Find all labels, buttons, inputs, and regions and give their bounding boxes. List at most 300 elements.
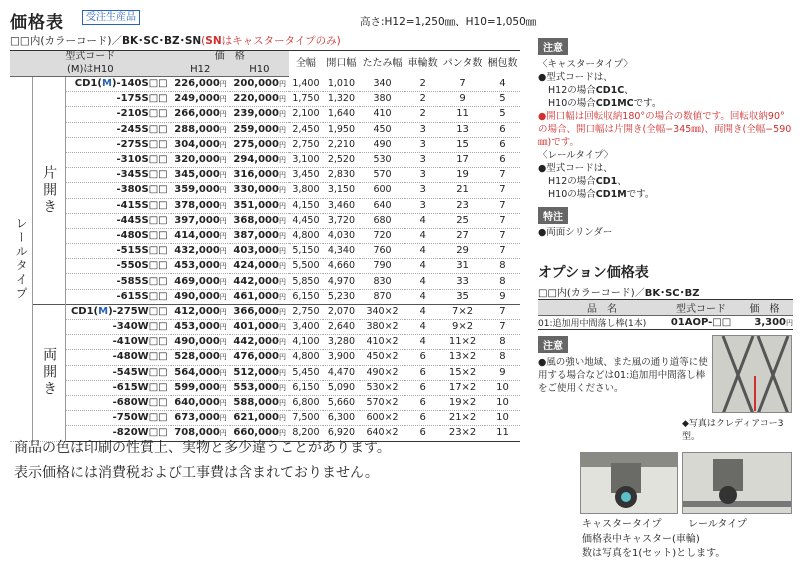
caster-type-label: 〈キャスタータイプ〉	[538, 59, 633, 70]
price-h12	[171, 122, 230, 137]
cell-fold: 380×2	[360, 320, 405, 335]
note-line: ●型式コードは、	[538, 72, 613, 83]
cell-width: 5,850	[289, 274, 323, 289]
cell-width: 3,800	[289, 183, 323, 198]
price-h12	[171, 228, 230, 243]
cell-width: 6,150	[289, 380, 323, 395]
cell-width: 5,450	[289, 365, 323, 380]
model-code	[66, 213, 171, 228]
model-suffix: -245S□□	[116, 123, 168, 135]
cell-wheels: 4	[405, 228, 440, 243]
cell-open: 4,470	[323, 365, 360, 380]
yen-unit: 円	[219, 414, 227, 423]
price-h12	[171, 289, 230, 304]
price-value: 476,000	[233, 351, 279, 363]
price-value: 469,000	[174, 275, 220, 287]
cell-panta: 33	[440, 274, 485, 289]
price-value: 442,000	[233, 275, 279, 287]
price-value: 275,000	[233, 138, 279, 150]
feature-heading: 特注	[538, 207, 568, 224]
model-suffix: -415S□□	[116, 199, 168, 211]
price-value: 708,000	[174, 427, 220, 439]
yen-unit: 円	[278, 414, 286, 423]
cell-width: 3,400	[289, 320, 323, 335]
group-rail-label: レールタイプ	[10, 77, 33, 442]
price-h10	[230, 152, 289, 167]
yen-unit: 円	[278, 307, 286, 316]
price-value: 490,000	[174, 336, 220, 348]
note-line: H12の場合CD1C、	[548, 85, 634, 96]
price-value: 316,000	[233, 169, 279, 181]
yen-unit: 円	[278, 368, 286, 377]
cell-fold: 450	[360, 122, 405, 137]
model-code	[66, 198, 171, 213]
yen-unit: 円	[278, 186, 286, 195]
cell-fold: 490×2	[360, 365, 405, 380]
model-m: M	[101, 78, 112, 90]
model-code	[66, 122, 171, 137]
price-value: 512,000	[233, 366, 279, 378]
cell-open: 4,340	[323, 244, 360, 259]
cell-width: 5,150	[289, 244, 323, 259]
yen-unit: 円	[219, 156, 227, 165]
cell-fold: 570	[360, 168, 405, 183]
header-open-width: 開口幅	[323, 51, 360, 77]
price-value: 553,000	[233, 381, 279, 393]
cell-wheels: 2	[405, 107, 440, 122]
option-section	[538, 262, 793, 330]
model-code	[66, 395, 171, 410]
model-suffix: -615W□□	[112, 381, 168, 393]
cell-fold: 410	[360, 107, 405, 122]
yen-unit: 円	[278, 125, 286, 134]
cell-width: 4,100	[289, 335, 323, 350]
model-code	[66, 350, 171, 365]
table-row	[10, 259, 520, 274]
model-suffix: -820W□□	[112, 427, 168, 439]
cell-panta: 7	[440, 77, 485, 92]
model-suffix: -480S□□	[116, 229, 168, 241]
caster-wheel-icon	[581, 453, 678, 514]
price-h10	[230, 244, 289, 259]
cell-wheels: 3	[405, 198, 440, 213]
option-price: 3,300円	[736, 316, 793, 330]
model-suffix: -515S□□	[116, 245, 168, 257]
cell-pack: 7	[485, 168, 520, 183]
caster-photo	[580, 452, 678, 514]
feature-text: ●両面シリンダー	[538, 227, 613, 238]
cell-panta: 23×2	[440, 426, 485, 441]
cell-fold: 380	[360, 92, 405, 107]
table-row	[10, 92, 520, 107]
model-suffix: -545W□□	[112, 366, 168, 378]
cell-open: 6,300	[323, 411, 360, 426]
cell-pack: 8	[485, 350, 520, 365]
cell-open: 3,900	[323, 350, 360, 365]
model-code	[66, 335, 171, 350]
cell-panta: 21	[440, 183, 485, 198]
yen-unit: 円	[219, 171, 227, 180]
cell-wheels: 3	[405, 122, 440, 137]
cell-width: 1,750	[289, 92, 323, 107]
yen-unit: 円	[278, 110, 286, 119]
yen-unit: 円	[278, 323, 286, 332]
price-value: 294,000	[233, 154, 279, 166]
cell-pack: 7	[485, 183, 520, 198]
table-row	[10, 137, 520, 152]
price-h12	[171, 365, 230, 380]
price-value: 673,000	[174, 412, 220, 424]
model-suffix: )-140S□□	[111, 78, 168, 90]
cell-wheels: 6	[405, 380, 440, 395]
cell-panta: 13×2	[440, 350, 485, 365]
cell-pack: 6	[485, 137, 520, 152]
cell-wheels: 4	[405, 213, 440, 228]
yen-unit: 円	[278, 338, 286, 347]
cell-wheels: 6	[405, 350, 440, 365]
cell-pack: 7	[485, 213, 520, 228]
photo-caption-2: 数は写真を1(セット)とします。	[582, 548, 726, 559]
footer-note-color: 商品の色は印刷の性質上、実物と多少違うことがあります。	[14, 440, 391, 456]
cell-pack: 10	[485, 380, 520, 395]
cell-fold: 340×2	[360, 304, 405, 319]
cell-pack: 8	[485, 274, 520, 289]
cell-width: 6,800	[289, 395, 323, 410]
yen-unit: 円	[219, 307, 227, 316]
cell-pack: 7	[485, 244, 520, 259]
price-h10	[230, 320, 289, 335]
price-h10	[230, 213, 289, 228]
cell-open: 2,830	[323, 168, 360, 183]
price-value: 599,000	[174, 381, 220, 393]
price-h10	[230, 77, 289, 92]
yen-unit: 円	[278, 277, 286, 286]
yen-unit: 円	[219, 262, 227, 271]
cell-wheels: 3	[405, 137, 440, 152]
option-caution-text: ●風の強い地域、また風の通り道等に使用する場合などは01:追加用中間落し棒をご使用ください。	[538, 357, 708, 394]
cell-fold: 790	[360, 259, 405, 274]
header-h10: H10	[230, 64, 289, 77]
price-h12	[171, 320, 230, 335]
header-fold-width: たたみ幅	[360, 51, 405, 77]
price-value: 564,000	[174, 366, 220, 378]
made-to-order-badge: 受注生産品	[82, 10, 140, 25]
price-value: 288,000	[174, 123, 220, 135]
cell-fold: 640×2	[360, 426, 405, 441]
caution-heading: 注意	[538, 38, 568, 55]
price-table	[10, 50, 520, 442]
cell-wheels: 4	[405, 320, 440, 335]
cell-open: 5,230	[323, 289, 360, 304]
table-row	[10, 274, 520, 289]
cell-width: 2,450	[289, 122, 323, 137]
option-caution-heading: 注意	[538, 336, 568, 353]
model-code	[66, 107, 171, 122]
gate-bar-photo	[712, 335, 792, 413]
cell-pack: 8	[485, 259, 520, 274]
model-code	[66, 152, 171, 167]
price-h10	[230, 183, 289, 198]
yen-unit: 円	[278, 247, 286, 256]
cell-panta: 27	[440, 228, 485, 243]
cell-fold: 600	[360, 183, 405, 198]
price-h12	[171, 92, 230, 107]
model-suffix: -345S□□	[116, 169, 168, 181]
cell-pack: 5	[485, 107, 520, 122]
cell-panta: 21×2	[440, 411, 485, 426]
table-row	[10, 213, 520, 228]
price-value: 226,000	[174, 78, 220, 90]
opening-width-note: ●開口幅は回転収納180°の場合の数値です。回転収納90°の場合、開口幅は片開き(全幅−345㎜)、両開き(全幅−590㎜)です。	[538, 111, 792, 148]
table-row	[10, 289, 520, 304]
cell-fold: 530	[360, 152, 405, 167]
cell-width: 8,200	[289, 426, 323, 441]
model-suffix: -175S□□	[116, 93, 168, 105]
price-h10	[230, 274, 289, 289]
price-value: 330,000	[233, 184, 279, 196]
cell-width: 6,150	[289, 289, 323, 304]
price-value: 304,000	[174, 138, 220, 150]
header-price: 価 格	[171, 51, 289, 64]
price-value: 366,000	[233, 305, 279, 317]
price-h12	[171, 259, 230, 274]
page-title: 価格表	[10, 13, 64, 33]
cell-pack: 10	[485, 411, 520, 426]
yen-unit: 円	[219, 201, 227, 210]
yen-unit: 円	[278, 262, 286, 271]
yen-unit: 円	[219, 323, 227, 332]
cell-wheels: 3	[405, 183, 440, 198]
cell-width: 4,800	[289, 350, 323, 365]
header-pantograph: パンタ数	[440, 51, 485, 77]
yen-unit: 円	[219, 429, 227, 438]
price-h10	[230, 259, 289, 274]
table-row	[10, 320, 520, 335]
yen-unit: 円	[278, 201, 286, 210]
yen-unit: 円	[278, 231, 286, 240]
model-suffix: -340W□□	[112, 321, 168, 333]
cell-wheels: 4	[405, 274, 440, 289]
yen-unit: 円	[278, 216, 286, 225]
cell-wheels: 3	[405, 152, 440, 167]
model-suffix: -550S□□	[116, 260, 168, 272]
cell-fold: 570×2	[360, 395, 405, 410]
rail-photo-label: レールタイプ	[688, 519, 747, 530]
table-row	[10, 122, 520, 137]
cell-pack: 7	[485, 304, 520, 319]
model-prefix: CD1(	[70, 305, 99, 317]
yen-unit: 円	[219, 216, 227, 225]
table-row	[10, 304, 520, 319]
price-value: 249,000	[174, 93, 220, 105]
price-value: 403,000	[233, 245, 279, 257]
option-header-price: 価 格	[736, 300, 793, 316]
yen-unit: 円	[219, 399, 227, 408]
model-suffix: -680W□□	[112, 397, 168, 409]
color-code-line: □□内(カラーコード)／BK･SC･BZ･SN(SNはキャスタータイプのみ)	[10, 35, 341, 47]
price-value: 453,000	[174, 260, 220, 272]
cell-wheels: 4	[405, 289, 440, 304]
cell-pack: 8	[485, 335, 520, 350]
cell-wheels: 6	[405, 426, 440, 441]
model-code	[66, 320, 171, 335]
cell-fold: 870	[360, 289, 405, 304]
table-row	[10, 365, 520, 380]
yen-unit: 円	[278, 399, 286, 408]
yen-unit: 円	[219, 292, 227, 301]
price-h12	[171, 213, 230, 228]
cell-fold: 680	[360, 213, 405, 228]
model-code	[66, 137, 171, 152]
price-h12	[171, 198, 230, 213]
cell-open: 5,090	[323, 380, 360, 395]
header-wheels: 車輪数	[405, 51, 440, 77]
option-table	[538, 300, 793, 330]
model-suffix: -615S□□	[116, 290, 168, 302]
price-value: 588,000	[233, 397, 279, 409]
price-value: 351,000	[233, 199, 279, 211]
yen-unit: 円	[278, 429, 286, 438]
cell-pack: 4	[485, 77, 520, 92]
model-suffix: -210S□□	[116, 108, 168, 120]
model-suffix: -750W□□	[112, 412, 168, 424]
cell-fold: 600×2	[360, 411, 405, 426]
yen-unit: 円	[219, 186, 227, 195]
header-model: 型式コード	[10, 51, 171, 64]
model-suffix: -275S□□	[116, 138, 168, 150]
group-double-label: 両開き	[33, 304, 66, 441]
table-row	[10, 228, 520, 243]
yen-unit: 円	[278, 171, 286, 180]
cell-pack: 5	[485, 92, 520, 107]
cell-fold: 760	[360, 244, 405, 259]
price-value: 378,000	[174, 199, 220, 211]
cell-panta: 9	[440, 92, 485, 107]
table-row	[10, 335, 520, 350]
yen-unit: 円	[219, 277, 227, 286]
table-row	[10, 183, 520, 198]
option-name: 01:追加用中間落し棒(1本)	[538, 316, 666, 330]
option-photo-caption: ◆写真はクレディアコー3型。	[682, 419, 784, 442]
price-h12	[171, 183, 230, 198]
yen-unit: 円	[278, 80, 286, 89]
price-h12	[171, 380, 230, 395]
cell-pack: 6	[485, 122, 520, 137]
model-suffix: -410W□□	[112, 336, 168, 348]
price-value: 239,000	[233, 108, 279, 120]
cell-wheels: 4	[405, 335, 440, 350]
yen-unit: 円	[278, 156, 286, 165]
price-h12	[171, 77, 230, 92]
cell-open: 1,950	[323, 122, 360, 137]
price-h10	[230, 350, 289, 365]
cell-wheels: 6	[405, 395, 440, 410]
price-value: 660,000	[233, 427, 279, 439]
price-value: 461,000	[233, 290, 279, 302]
price-h12	[171, 244, 230, 259]
gate-photo-icon	[713, 336, 792, 413]
cell-panta: 11×2	[440, 335, 485, 350]
price-value: 414,000	[174, 229, 220, 241]
price-value: 412,000	[174, 305, 220, 317]
cell-panta: 17	[440, 152, 485, 167]
yen-unit: 円	[219, 231, 227, 240]
table-row	[10, 350, 520, 365]
price-value: 320,000	[174, 154, 220, 166]
model-code	[66, 304, 171, 319]
cell-width: 1,400	[289, 77, 323, 92]
yen-unit: 円	[219, 247, 227, 256]
option-caution	[538, 334, 710, 395]
height-note: 高さ:H12=1,250㎜、H10=1,050㎜	[360, 16, 537, 28]
yen-unit: 円	[219, 338, 227, 347]
model-suffix: -480W□□	[112, 351, 168, 363]
cell-wheels: 3	[405, 168, 440, 183]
rail-photo	[682, 452, 792, 514]
model-code	[66, 365, 171, 380]
cell-width: 3,100	[289, 152, 323, 167]
model-code	[66, 244, 171, 259]
price-h12	[171, 152, 230, 167]
cell-fold: 410×2	[360, 335, 405, 350]
cell-width: 5,500	[289, 259, 323, 274]
option-header-name: 品 名	[538, 300, 666, 316]
price-value: 453,000	[174, 321, 220, 333]
cell-open: 4,030	[323, 228, 360, 243]
photo-caption-1: 価格表中キャスター(車輪)	[582, 534, 700, 545]
cell-fold: 450×2	[360, 350, 405, 365]
price-h12	[171, 137, 230, 152]
cell-panta: 17×2	[440, 380, 485, 395]
table-row	[10, 107, 520, 122]
price-value: 401,000	[233, 321, 279, 333]
price-value: 387,000	[233, 229, 279, 241]
caster-photo-label: キャスタータイプ	[582, 519, 662, 530]
cell-panta: 13	[440, 122, 485, 137]
model-code	[66, 380, 171, 395]
yen-unit: 円	[219, 80, 227, 89]
cell-panta: 35	[440, 289, 485, 304]
price-value: 259,000	[233, 123, 279, 135]
cell-panta: 11	[440, 107, 485, 122]
cell-panta: 7×2	[440, 304, 485, 319]
table-row	[10, 395, 520, 410]
option-cc-line: □□内(カラーコード)／BK･SC･BZ	[538, 284, 793, 300]
price-h10	[230, 198, 289, 213]
price-value: 345,000	[174, 169, 220, 181]
yen-unit: 円	[219, 383, 227, 392]
price-h10	[230, 395, 289, 410]
model-code	[66, 274, 171, 289]
table-row	[10, 77, 520, 92]
price-h12	[171, 335, 230, 350]
option-code: 01AOP-□□	[666, 316, 736, 330]
cell-fold: 720	[360, 228, 405, 243]
model-suffix: )-275W□□	[108, 305, 168, 317]
model-code	[66, 228, 171, 243]
note-line: H10の場合CD1MCです。	[548, 98, 662, 109]
price-value: 490,000	[174, 290, 220, 302]
cell-panta: 19	[440, 168, 485, 183]
model-code	[66, 92, 171, 107]
note-line: ●型式コードは、	[538, 163, 613, 174]
yen-unit: 円	[278, 383, 286, 392]
yen-unit: 円	[219, 140, 227, 149]
cell-fold: 640	[360, 198, 405, 213]
table-row	[10, 198, 520, 213]
yen-unit: 円	[219, 110, 227, 119]
cell-open: 6,920	[323, 426, 360, 441]
